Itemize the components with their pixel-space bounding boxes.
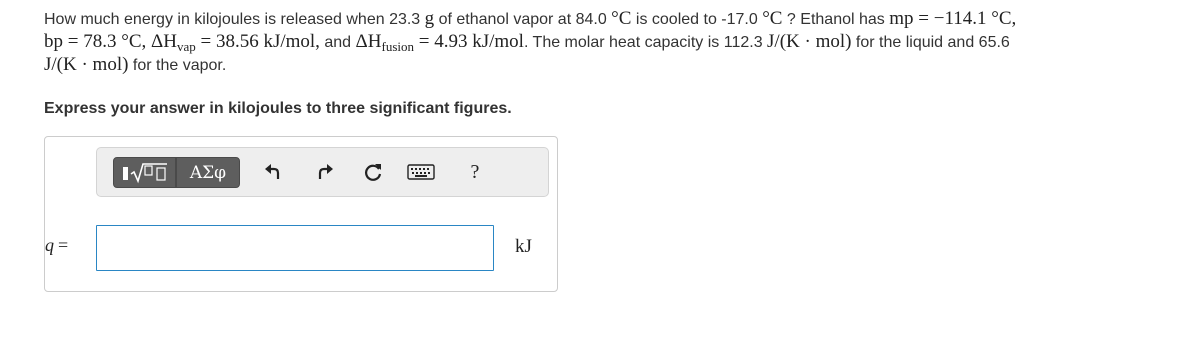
fraction-sqrt-template-icon bbox=[120, 162, 170, 184]
templates-button[interactable] bbox=[113, 157, 176, 188]
delta-h: ΔH bbox=[151, 31, 177, 52]
keyboard-button[interactable] bbox=[403, 157, 439, 187]
question-part: of ethanol vapor at 84.0 bbox=[434, 11, 612, 28]
greek-symbols-button[interactable]: ΑΣφ bbox=[176, 157, 240, 188]
question-part: is cooled to -17.0 bbox=[631, 11, 763, 28]
answer-panel bbox=[44, 136, 558, 292]
delta-h: ΔH bbox=[355, 31, 382, 52]
answer-label bbox=[45, 235, 68, 256]
enthalpy-vap-value: = 38.56 kJ/mol, bbox=[195, 31, 320, 52]
redo-icon bbox=[314, 161, 336, 183]
question-part: ? Ethanol has bbox=[782, 11, 890, 28]
heat-capacity-unit: J/(K · mol) bbox=[44, 54, 129, 75]
temp-unit: °C bbox=[762, 8, 783, 29]
answer-unit: kJ bbox=[515, 236, 532, 257]
enthalpy-vap bbox=[151, 31, 320, 52]
equals-sign: = bbox=[58, 235, 69, 255]
heat-capacity-unit: J/(K · mol) bbox=[767, 31, 852, 52]
question-part: and bbox=[319, 34, 356, 51]
redo-button[interactable] bbox=[307, 157, 343, 187]
question-part: for the vapor. bbox=[128, 57, 227, 74]
undo-button[interactable] bbox=[255, 157, 291, 187]
boiling-point: bp = 78.3 °C, bbox=[44, 31, 151, 52]
help-button[interactable]: ? bbox=[470, 160, 480, 183]
question-part: for the liquid and 65.6 bbox=[851, 34, 1010, 51]
answer-variable: q bbox=[45, 235, 54, 255]
mass-unit: g bbox=[424, 8, 435, 29]
melting-point: mp = −114.1 °C, bbox=[889, 8, 1017, 29]
undo-icon bbox=[262, 161, 284, 183]
vap-subscript: vap bbox=[176, 39, 196, 54]
answer-input[interactable] bbox=[96, 225, 494, 271]
math-toolbar bbox=[96, 147, 549, 197]
fusion-subscript: fusion bbox=[381, 39, 414, 54]
question-part: . The molar heat capacity is 112.3 bbox=[523, 34, 768, 51]
reset-button[interactable] bbox=[355, 157, 391, 187]
instruction-text: Express your answer in kilojoules to three significant figures. bbox=[44, 100, 512, 117]
question-part: How much energy in kilojoules is released when 23.3 bbox=[44, 11, 425, 28]
enthalpy-fusion bbox=[356, 31, 524, 52]
reset-icon bbox=[362, 161, 384, 183]
enthalpy-fusion-value: = 4.93 kJ/mol bbox=[413, 31, 524, 52]
question-text bbox=[44, 8, 1174, 77]
temp-unit: °C bbox=[611, 8, 632, 29]
keyboard-icon bbox=[407, 163, 435, 181]
